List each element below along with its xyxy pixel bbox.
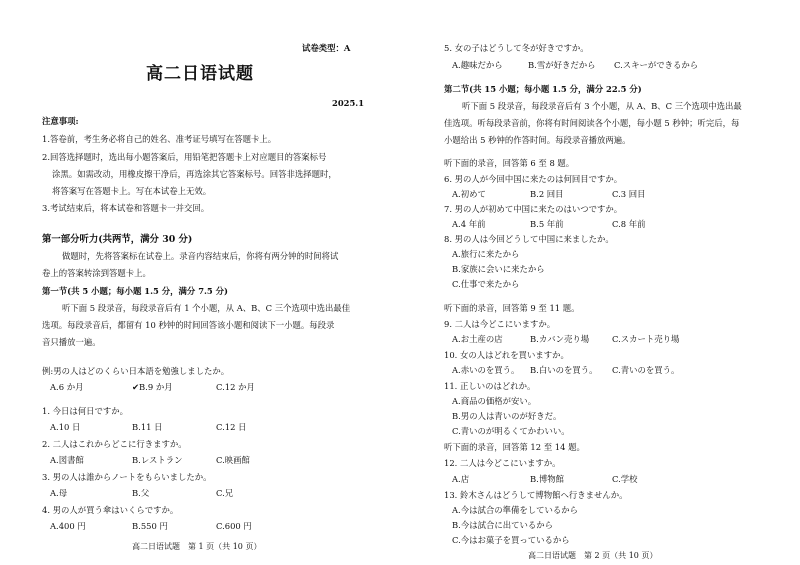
question-5: 5. 女の子はどうして冬が好きですか。: [444, 43, 589, 53]
section1-intro-line: 听下面 5 段录音，每段录音后有 1 个小题，从 A、B、C 三个选项中选出最佳: [62, 303, 351, 313]
option-a: A.店: [452, 474, 470, 484]
option-b: B.5 年前: [530, 219, 564, 229]
option-c: C.青いのを買う。: [612, 365, 680, 375]
option-a: A.お土産の店: [452, 334, 503, 344]
option-a: A.今は試合の準備をしているから: [452, 505, 578, 515]
option-a: A.初めて: [452, 189, 486, 199]
note-line: 2.回答选择题时，选出每小题答案后，用铅笔把答题卡上对应题目的答案标号: [42, 152, 327, 162]
example-option-a: A.6 か月: [50, 382, 84, 392]
option-c: C.12 日: [216, 422, 247, 432]
note-line: 3.考试结束后，将本试卷和答题卡一并交回。: [42, 203, 210, 213]
option-b: B.父: [132, 488, 150, 498]
option-b: B.今は試合に出ているから: [452, 520, 553, 530]
option-c: C.スキーができるから: [614, 60, 699, 70]
note-line: 1.答卷前，考生务必将自己的姓名、准考证号填写在答题卡上。: [42, 134, 277, 144]
option-a: A.4 年前: [452, 219, 486, 229]
note-line: 将答案写在答题卡上。写在本试卷上无效。: [52, 186, 212, 196]
question-11: 11. 正しいのはどれか。: [444, 381, 536, 391]
question-1: 1. 今日は何日ですか。: [42, 406, 129, 416]
group-instruction: 听下面的录音，回答第 6 至 8 题。: [444, 158, 575, 168]
option-c: C.スカート売り場: [612, 334, 680, 344]
example-question: 例:男の人はどのくらい日本語を勉強しましたか。: [42, 366, 230, 376]
question-2: 2. 二人はこれからどこに行きますか。: [42, 439, 187, 449]
question-3: 3. 男の人は誰からノートをもらいましたか。: [42, 472, 212, 482]
option-a: A.10 日: [50, 422, 81, 432]
option-b: B.男の人は青いのが好きだ。: [452, 411, 562, 421]
option-a: A.旅行に来たから: [452, 249, 520, 259]
option-b: B.レストラン: [132, 455, 183, 465]
question-13: 13. 鈴木さんはどうして博物館へ行きませんか。: [444, 490, 628, 500]
page-footer: 高二日语试题 第 2 页（共 10 页）: [528, 551, 658, 560]
option-c: C.600 円: [216, 521, 252, 531]
option-a: A.趣味だから: [452, 60, 503, 70]
option-b: B.博物館: [530, 474, 564, 484]
part1-intro-line: 做题时，先将答案标在试卷上。录音内容结束后，你将有两分钟的时间将试: [62, 251, 339, 261]
section1-intro-line: 选项。每段录音后，都留有 10 秒钟的时间回答该小题和阅读下一小题。每段录: [42, 320, 335, 330]
option-a: A.商品の価格が安い。: [452, 396, 537, 406]
section2-intro-line: 小题给出 5 秒钟的作答时间。每段录音播放两遍。: [444, 135, 631, 145]
option-c: C.8 年前: [612, 219, 646, 229]
option-a: A.400 円: [50, 521, 86, 531]
option-c: C.映画館: [216, 455, 250, 465]
option-b: B.550 円: [132, 521, 168, 531]
section2-intro-line: 佳选项。听每段录音前，你将有时间阅读各个小题，每小题 5 秒钟；听完后，每: [444, 118, 740, 128]
group-instruction: 听下面的录音，回答第 9 至 11 题。: [444, 303, 580, 313]
section2-heading: 第二节(共 15 小题；每小题 1.5 分，满分 22.5 分): [444, 84, 642, 94]
question-6: 6. 男の人が今回中国に来たのは何回目ですか。: [444, 174, 623, 184]
note-line: 涂黑。如需改动，用橡皮擦干净后，再选涂其它答案标号。回答非选择题时，: [52, 169, 337, 179]
option-b: B.雪が好きだから: [528, 60, 596, 70]
option-a: A.赤いのを買う。: [452, 365, 520, 375]
group-instruction: 听下面的录音，回答第 12 至 14 题。: [444, 442, 585, 452]
option-b: B.11 日: [132, 422, 163, 432]
option-b: B.カバン売り場: [530, 334, 590, 344]
question-7: 7. 男の人が初めて中国に来たのはいつですか。: [444, 204, 623, 214]
option-b: B.家族に会いに来たから: [452, 264, 545, 274]
option-a: A.図書館: [50, 455, 84, 465]
paper-type: 试卷类型：A: [302, 43, 351, 53]
notes-heading: 注意事项:: [42, 116, 79, 126]
option-c: C.仕事で来たから: [452, 279, 520, 289]
question-4: 4. 男の人が買う傘はいくらですか。: [42, 505, 179, 515]
option-c: C.学校: [612, 474, 638, 484]
question-12: 12. 二人は今どこにいますか。: [444, 458, 561, 468]
option-c: C.3 回目: [612, 189, 646, 199]
section1-intro-line: 音只播放一遍。: [42, 337, 101, 347]
question-9: 9. 二人は今どこにいますか。: [444, 319, 556, 329]
section2-intro-line: 听下面 5 段录音，每段录音后有 3 个小题，从 A、B、C 三个选项中选出最: [462, 101, 742, 111]
exam-page-1: [40, 0, 420, 565]
page-footer: 高二日语试题 第 1 页（共 10 页）: [132, 542, 262, 551]
question-8: 8. 男の人は今回どうして中国に来ましたか。: [444, 234, 614, 244]
option-c: C.兄: [216, 488, 234, 498]
option-b: B.白いのを買う。: [530, 365, 598, 375]
example-option-b: ✔B.9 か月: [132, 382, 173, 392]
part1-heading: 第一部分听力(共两节，满分 30 分): [42, 234, 193, 245]
exam-page-2: [444, 0, 800, 565]
page-title: 高二日语试题: [146, 64, 254, 84]
section1-heading: 第一节(共 5 小题；每小题 1.5 分，满分 7.5 分): [42, 286, 229, 296]
part1-intro-line: 卷上的答案转涂到答题卡上。: [42, 268, 151, 278]
option-c: C.今はお菓子を買っているから: [452, 535, 570, 545]
option-b: B.2 回目: [530, 189, 564, 199]
question-10: 10. 女の人はどれを買いますか。: [444, 350, 569, 360]
option-a: A.母: [50, 488, 68, 498]
example-option-c: C.12 か月: [216, 382, 255, 392]
exam-date: 2025.1: [332, 98, 365, 108]
option-c: C.青いのが明るくてかわいい。: [452, 426, 570, 436]
